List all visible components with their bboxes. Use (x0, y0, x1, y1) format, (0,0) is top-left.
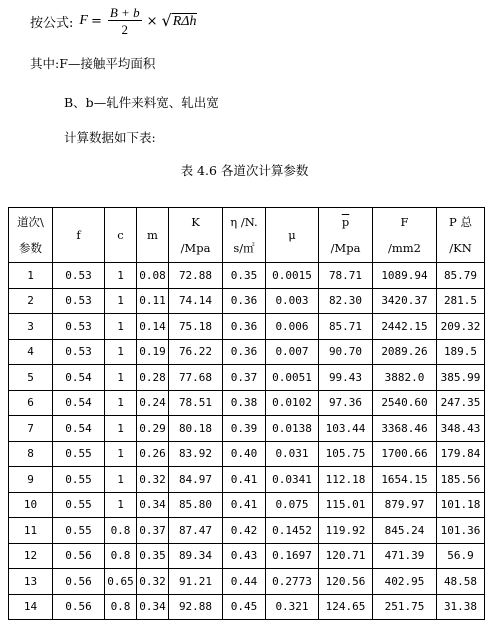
table-cell: 3 (9, 314, 53, 340)
table-cell: 0.54 (53, 390, 105, 416)
table-cell: 0.003 (266, 288, 319, 314)
table-header-row (9, 208, 485, 263)
table-cell: 0.2773 (266, 569, 319, 595)
table-cell: 0.031 (266, 441, 319, 467)
table-cell: 2540.60 (373, 390, 437, 416)
table-cell: 4 (9, 339, 53, 365)
table-cell: 78.51 (169, 390, 223, 416)
table-cell: 124.65 (319, 594, 373, 620)
text-line-width-definition: B、b—轧件来料宽、轧出宽 (64, 95, 219, 110)
table-row (9, 339, 485, 365)
table-cell: 74.14 (169, 288, 223, 314)
table-cell: 0.0341 (266, 467, 319, 493)
table-cell: 0.44 (223, 569, 266, 595)
text-line-intro: 计算数据如下表: (64, 130, 156, 145)
table-cell: 5 (9, 365, 53, 391)
table-row (9, 543, 485, 569)
table-cell: 1 (105, 263, 137, 289)
table-cell: 348.43 (437, 416, 485, 442)
table-cell: 0.34 (137, 492, 169, 518)
header-pass: 道次\ 参数 (9, 208, 53, 263)
table-cell: 6 (9, 390, 53, 416)
formula-denominator: 2 (121, 22, 128, 37)
table-cell: 56.9 (437, 543, 485, 569)
table-cell: 0.0015 (266, 263, 319, 289)
table-cell: 48.58 (437, 569, 485, 595)
table-cell: 185.56 (437, 467, 485, 493)
table-cell: 85.80 (169, 492, 223, 518)
table-cell: 0.19 (137, 339, 169, 365)
table-cell: 0.40 (223, 441, 266, 467)
table-cell: 75.18 (169, 314, 223, 340)
table-row (9, 492, 485, 518)
table-cell: 0.8 (105, 518, 137, 544)
table-cell: 0.55 (53, 467, 105, 493)
table-cell: 1700.66 (373, 441, 437, 467)
table-cell: 1 (105, 492, 137, 518)
table-cell: 0.53 (53, 339, 105, 365)
table-cell: 13 (9, 569, 53, 595)
table-cell: 0.37 (137, 518, 169, 544)
table-cell: 0.35 (223, 263, 266, 289)
table-cell: 0.37 (223, 365, 266, 391)
table-cell: 0.39 (223, 416, 266, 442)
table-cell: 101.36 (437, 518, 485, 544)
table-cell: 0.006 (266, 314, 319, 340)
table-cell: 0.0051 (266, 365, 319, 391)
table-cell: 385.99 (437, 365, 485, 391)
table-cell: 1 (105, 441, 137, 467)
table-cell: 209.32 (437, 314, 485, 340)
table-cell: 0.8 (105, 543, 137, 569)
formula-numerator: B + b (109, 5, 140, 20)
table-cell: 0.1697 (266, 543, 319, 569)
table-cell: 84.97 (169, 467, 223, 493)
table-cell: 0.54 (53, 365, 105, 391)
table-cell: 92.88 (169, 594, 223, 620)
table-cell: 0.29 (137, 416, 169, 442)
table-cell: 14 (9, 594, 53, 620)
table-cell: 0.36 (223, 314, 266, 340)
table-cell: 0.28 (137, 365, 169, 391)
table-cell: 119.92 (319, 518, 373, 544)
table-cell: 0.41 (223, 492, 266, 518)
table-cell: 1 (105, 288, 137, 314)
header-p-mean: $\overline{p}$ /Mpa (319, 208, 373, 263)
table-cell: 3420.37 (373, 288, 437, 314)
table-cell: 115.01 (319, 492, 373, 518)
formula-fraction (108, 6, 142, 36)
header-k: K /Mpa (169, 208, 223, 263)
table-cell: 0.1452 (266, 518, 319, 544)
table-cell: 103.44 (319, 416, 373, 442)
table-cell: 0.26 (137, 441, 169, 467)
table-cell: 99.43 (319, 365, 373, 391)
table-cell: 77.68 (169, 365, 223, 391)
table-cell: 0.24 (137, 390, 169, 416)
table-cell: 80.18 (169, 416, 223, 442)
header-m: m (137, 208, 169, 263)
table-cell: 0.32 (137, 467, 169, 493)
table-cell: 8 (9, 441, 53, 467)
table-cell: 97.36 (319, 390, 373, 416)
table-row (9, 416, 485, 442)
table-cell: 845.24 (373, 518, 437, 544)
table-cell: 12 (9, 543, 53, 569)
table-cell: 0.55 (53, 492, 105, 518)
table-row (9, 518, 485, 544)
table-cell: 471.39 (373, 543, 437, 569)
table-cell: 0.075 (266, 492, 319, 518)
formula-equals: = (90, 13, 102, 29)
table-cell: 251.75 (373, 594, 437, 620)
table-cell: 89.34 (169, 543, 223, 569)
table-cell: 2442.15 (373, 314, 437, 340)
formula-sqrt (161, 13, 197, 29)
table-cell: 179.84 (437, 441, 485, 467)
text-line-area-definition: 其中:F—接触平均面积 (30, 56, 156, 71)
table-cell: 85.79 (437, 263, 485, 289)
table-cell: 105.75 (319, 441, 373, 467)
table-row (9, 365, 485, 391)
table-cell: 0.08 (137, 263, 169, 289)
table-cell: 1 (105, 390, 137, 416)
table-cell: 0.53 (53, 263, 105, 289)
table-cell: 1 (105, 339, 137, 365)
table-cell: 189.5 (437, 339, 485, 365)
table-cell: 85.71 (319, 314, 373, 340)
header-area: F /mm2 (373, 208, 437, 263)
table-cell: 0.56 (53, 543, 105, 569)
table-cell: 7 (9, 416, 53, 442)
table-cell: 247.35 (437, 390, 485, 416)
table-row (9, 390, 485, 416)
table-cell: 72.88 (169, 263, 223, 289)
table-cell: 11 (9, 518, 53, 544)
table-cell: 83.92 (169, 441, 223, 467)
header-c: c (105, 208, 137, 263)
table-cell: 1 (105, 314, 137, 340)
table-cell: 0.42 (223, 518, 266, 544)
table-cell: 0.55 (53, 441, 105, 467)
table-cell: 0.36 (223, 288, 266, 314)
table-cell: 76.22 (169, 339, 223, 365)
table-caption: 表 4.6 各道次计算参数 (180, 163, 309, 178)
table-cell: 3882.0 (373, 365, 437, 391)
table-cell: 0.321 (266, 594, 319, 620)
table-cell: 0.54 (53, 416, 105, 442)
header-f: f (53, 208, 105, 263)
table-cell: 0.35 (137, 543, 169, 569)
table-cell: 101.18 (437, 492, 485, 518)
formula (30, 6, 197, 36)
table-cell: 0.34 (137, 594, 169, 620)
table-cell: 0.36 (223, 339, 266, 365)
table-cell: 2089.26 (373, 339, 437, 365)
table-row (9, 263, 485, 289)
table-row (9, 314, 485, 340)
table-cell: 0.56 (53, 594, 105, 620)
table-cell: 0.55 (53, 518, 105, 544)
header-eta: η /N. s/㎡ (223, 208, 266, 263)
table-row (9, 594, 485, 620)
table-cell: 0.53 (53, 288, 105, 314)
table-cell: 0.11 (137, 288, 169, 314)
table-cell: 91.21 (169, 569, 223, 595)
formula-lead: 按公式: (30, 15, 74, 31)
radical-sign-icon: √ (161, 11, 172, 31)
formula-radicand: RΔh (172, 13, 197, 29)
table-row (9, 441, 485, 467)
formula-lhs: F (79, 13, 88, 28)
table-cell: 0.32 (137, 569, 169, 595)
table-cell: 0.53 (53, 314, 105, 340)
table-cell: 0.65 (105, 569, 137, 595)
table-cell: 0.14 (137, 314, 169, 340)
table-cell: 120.56 (319, 569, 373, 595)
table-cell: 82.30 (319, 288, 373, 314)
table-cell: 0.0102 (266, 390, 319, 416)
table-row (9, 467, 485, 493)
table-cell: 1 (9, 263, 53, 289)
header-total-force: P 总 /KN (437, 208, 485, 263)
table-row (9, 569, 485, 595)
table-cell: 78.71 (319, 263, 373, 289)
table-cell: 281.5 (437, 288, 485, 314)
table-cell: 0.0138 (266, 416, 319, 442)
table-cell: 10 (9, 492, 53, 518)
table-cell: 1089.94 (373, 263, 437, 289)
table-cell: 120.71 (319, 543, 373, 569)
table-cell: 1 (105, 467, 137, 493)
table-cell: 1654.15 (373, 467, 437, 493)
table-cell: 879.97 (373, 492, 437, 518)
table-cell: 9 (9, 467, 53, 493)
table-cell: 0.007 (266, 339, 319, 365)
table-cell: 31.38 (437, 594, 485, 620)
table-cell: 87.47 (169, 518, 223, 544)
table-cell: 0.38 (223, 390, 266, 416)
table-cell: 90.70 (319, 339, 373, 365)
table-cell: 112.18 (319, 467, 373, 493)
parameters-table (8, 207, 485, 620)
formula-times: × (146, 13, 158, 29)
table-cell: 0.45 (223, 594, 266, 620)
table-cell: 1 (105, 365, 137, 391)
table-cell: 0.41 (223, 467, 266, 493)
header-mu: μ (266, 208, 319, 263)
table-cell: 2 (9, 288, 53, 314)
table-row (9, 288, 485, 314)
table-cell: 0.56 (53, 569, 105, 595)
table-cell: 1 (105, 416, 137, 442)
table-cell: 0.8 (105, 594, 137, 620)
table-cell: 3368.46 (373, 416, 437, 442)
table-cell: 402.95 (373, 569, 437, 595)
table-cell: 0.43 (223, 543, 266, 569)
